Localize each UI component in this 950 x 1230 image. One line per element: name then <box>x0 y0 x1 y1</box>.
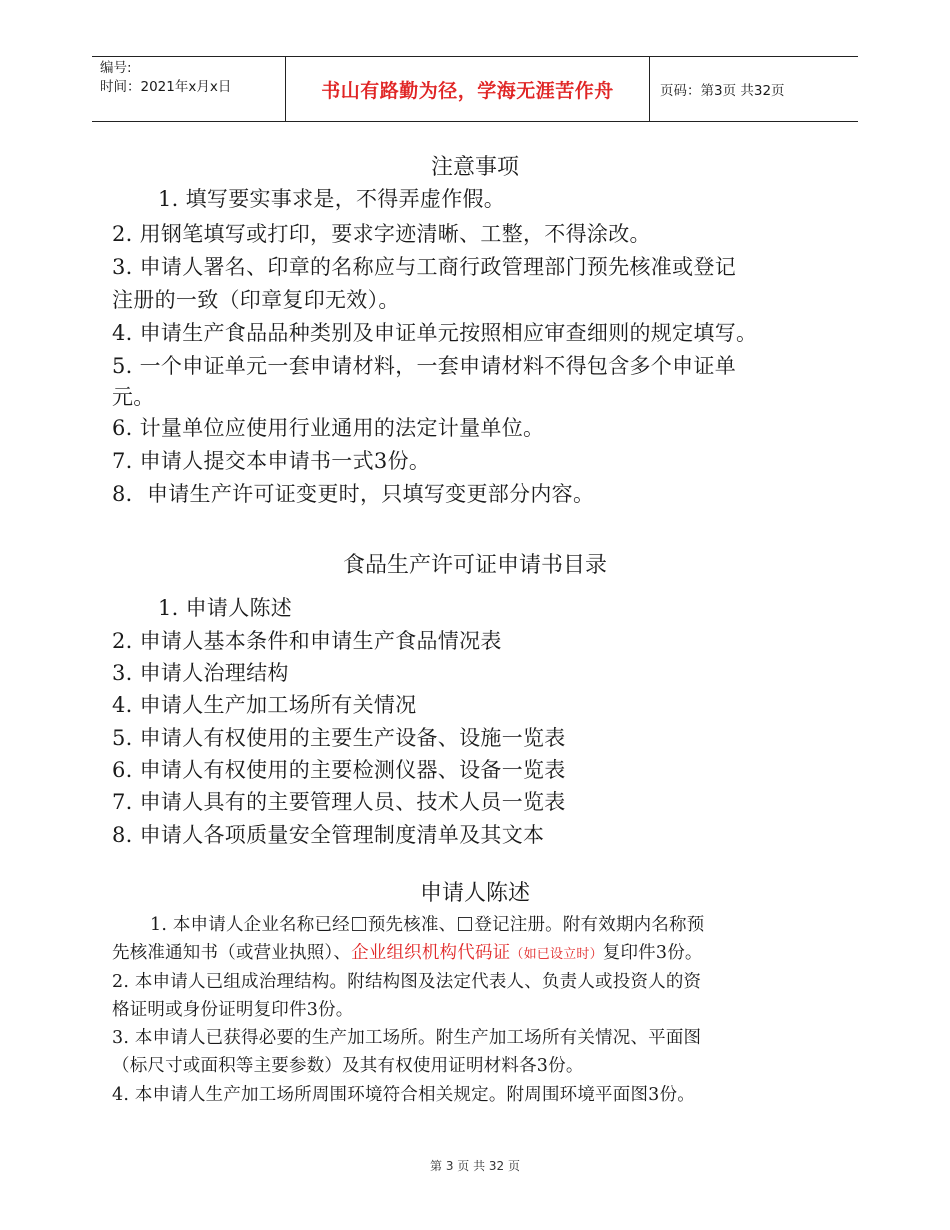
checkbox-preapproved[interactable] <box>352 917 366 931</box>
page-header <box>92 56 858 122</box>
statement-title: 申请人陈述 <box>419 881 530 906</box>
statement-line-4: 4. 本申请人生产加工场所周围环境符合相关规定。附周围环境平面图3份。 <box>112 1085 695 1105</box>
notes-line-5b: 元。 <box>112 385 155 409</box>
checkbox-registered[interactable] <box>458 917 472 931</box>
toc-line-6: 6. 申请人有权使用的主要检测仪器、设备一览表 <box>112 758 566 782</box>
statement-line-3b: （标尺寸或面积等主要参数）及其有权使用证明材料各3份。 <box>112 1056 584 1076</box>
toc-line-3: 3. 申请人治理结构 <box>112 661 289 685</box>
notes-line-7: 7. 申请人提交本申请书一式3份。 <box>112 449 431 473</box>
statement-p1-c: 登记注册。附有效期内名称预 <box>474 915 705 935</box>
notes-line-4: 4. 申请生产食品品种类别及申证单元按照相应审查细则的规定填写。 <box>112 321 758 345</box>
toc-line-1: 1. 申请人陈述 <box>158 596 293 620</box>
notes-title: 注意事项 <box>430 155 519 180</box>
statement-p1-line2-a: 先核准通知书（或营业执照）、 <box>112 943 352 963</box>
notes-line-1: 1. 填写要实事求是，不得弄虚作假。 <box>158 187 506 211</box>
toc-line-5: 5. 申请人有权使用的主要生产设备、设施一览表 <box>112 726 566 750</box>
statement-p1-a: 1. 本申请人企业名称已经 <box>150 915 350 935</box>
toc-line-7: 7. 申请人具有的主要管理人员、技术人员一览表 <box>112 790 566 814</box>
toc-title: 食品生产许可证申请书目录 <box>342 553 607 578</box>
statement-line-2b: 格证明或身份证明复印件3份。 <box>112 1000 354 1020</box>
header-meta <box>92 57 286 121</box>
notes-line-5: 5. 一个申证单元一套申请材料，一套申请材料不得包含多个申证单 <box>112 354 737 378</box>
statement-line-3: 3. 本申请人已获得必要的生产加工场所。附生产加工场所有关情况、平面图 <box>112 1028 702 1048</box>
header-motto: 书山有路勤为径，学海无涯苦作舟 <box>321 79 614 102</box>
toc-line-4: 4. 申请人生产加工场所有关情况 <box>112 693 417 717</box>
statement-line-1 <box>150 911 704 936</box>
toc-line-2: 2. 申请人基本条件和申请生产食品情况表 <box>112 629 502 653</box>
notes-line-3b: 注册的一致（印章复印无效）。 <box>112 288 400 312</box>
notes-line-8: 8．申请生产许可证变更时，只填写变更部分内容。 <box>112 482 595 506</box>
statement-p1-line2-b: 复印件3份。 <box>602 943 703 963</box>
toc-line-8: 8. 申请人各项质量安全管理制度清单及其文本 <box>112 823 545 847</box>
statement-p1-red: 企业组织机构代码证 <box>351 943 511 963</box>
statement-p1-red-small: （如已设立时） <box>510 947 603 962</box>
header-motto-cell <box>286 57 650 121</box>
notes-line-2: 2. 用钢笔填写或打印，要求字迹清晰、工整，不得涂改。 <box>112 222 651 246</box>
statement-line-2: 2. 本申请人已组成治理结构。附结构图及法定代表人、负责人或投资人的资 <box>112 972 702 992</box>
notes-line-6: 6. 计量单位应使用行业通用的法定计量单位。 <box>112 416 545 440</box>
header-time-label: 时间：2021年x月x日 <box>100 79 232 95</box>
statement-line-1b <box>112 939 703 964</box>
page-footer: 第 3 页 共 32 页 <box>430 1159 520 1173</box>
statement-p1-b: 预先核准、 <box>367 915 457 935</box>
header-page-info: 页码：第3页 共32页 <box>660 83 785 99</box>
header-number-label: 编号: <box>100 60 132 76</box>
notes-line-3: 3. 申请人署名、印章的名称应与工商行政管理部门预先核准或登记 <box>112 255 737 279</box>
